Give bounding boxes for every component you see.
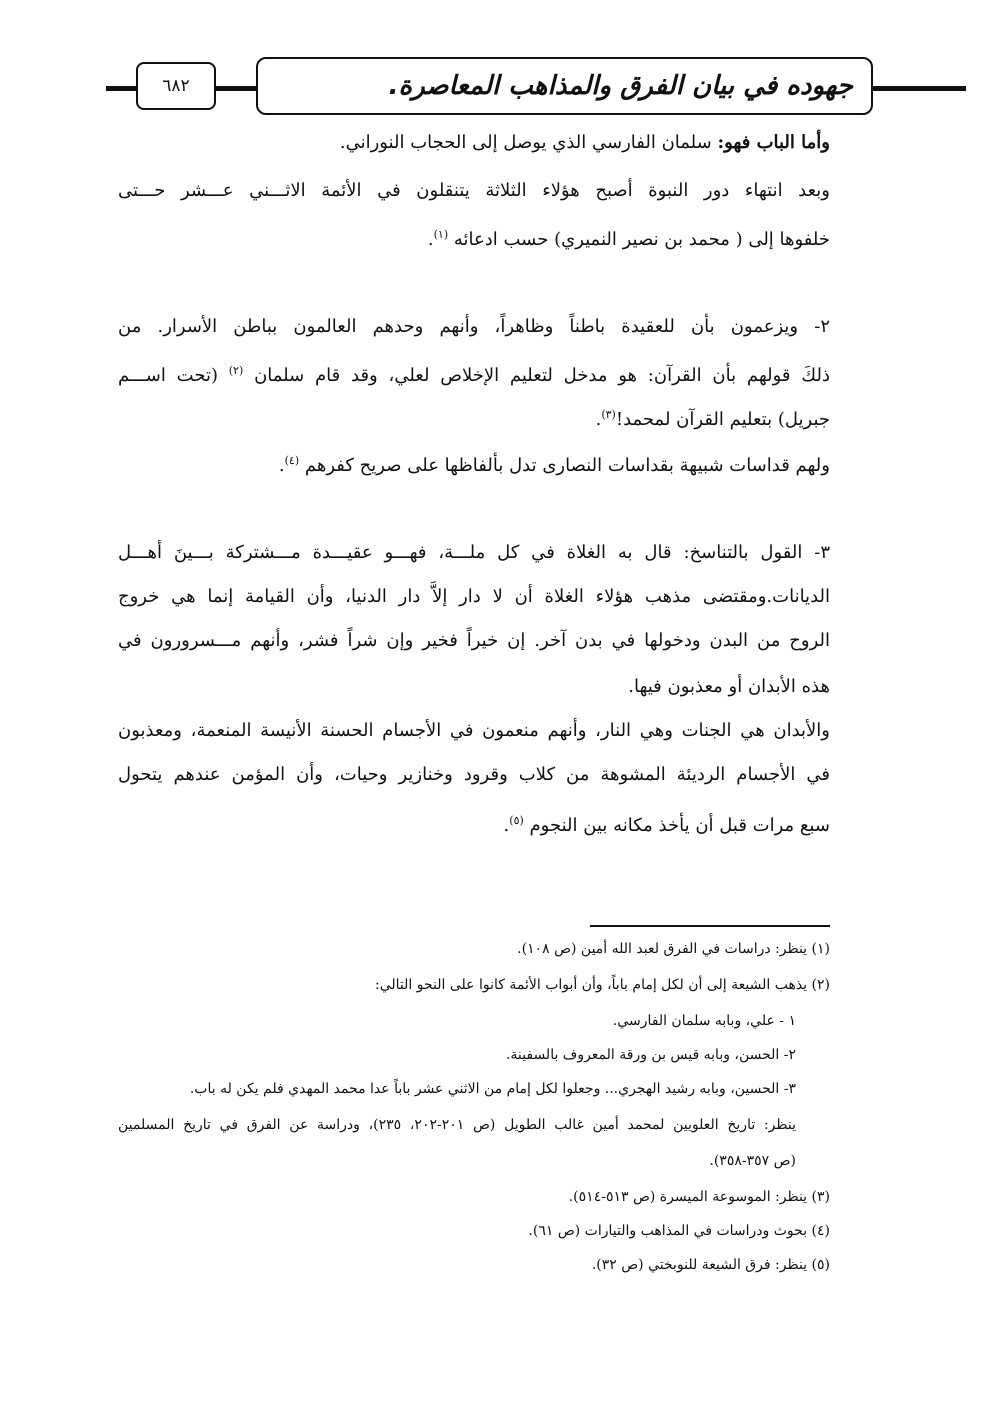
header-rule-middle — [216, 86, 256, 91]
paragraph-line: جبريل) بتعليم القرآن لمحمد!$^{(٣)}$. — [595, 408, 830, 430]
footnote-2-item-1: ١ - علي، وبابه سلمان الفارسي. — [612, 1013, 796, 1029]
footnote-ref[interactable]: (٤) — [284, 454, 300, 467]
paragraph-line: ٢- ويزعمون بأن للعقيدة باطناً وظاهراً، وأنهم وحدهم العالمون بباطن الأسرار. من — [118, 316, 830, 337]
paragraph-line: خلفوها إلى ( محمد بن نصير النميري) حسب ادعائه $^{(١)}$. — [427, 228, 830, 250]
footnote-3: (٣) ينظر: الموسوعة الميسرة (ص ٥١٣-٥١٤). — [568, 1189, 830, 1205]
line-text: جبريل) بتعليم القرآن لمحمد! — [615, 409, 830, 430]
line-text: ولهم قداسات شبيهة بقداسات النصارى تدل بألفاظها على صريح كفرهم — [304, 455, 830, 476]
paragraph-line: الديانات.ومقتضى مذهب هؤلاء الغلاة أن لا دار إلاَّ دار الدنيا، وأن القيامة إنما هي خروج — [118, 586, 830, 607]
line-text: ذلكَ قولهم بأن القرآن: هو مدخل لتعليم الإخلاص لعلي، وقد قام سلمان — [254, 365, 830, 386]
footnote-5: (٥) ينظر: فرق الشيعة للنوبختي (ص ٣٢). — [591, 1257, 830, 1273]
footnote-4: (٤) بحوث ودراسات في المذاهب والتيارات (ص ٦١). — [528, 1223, 830, 1239]
header-rule-left — [106, 86, 136, 91]
paragraph-line: الروح من البدن ودخولها في بدن آخر. إن خيراً فخير وإن شراً فشر، وأنهم مـــسرورون في — [118, 630, 830, 651]
line-text: (تحت اســـم — [118, 365, 218, 386]
paragraph-line: والأبدان هي الجنات وهي النار، وأنهم منعمون في الأجسام الحسنة الأنيسة المنعمة، ومعذبون — [118, 720, 830, 741]
paragraph-line: وبعد انتهاء دور النبوة أصبح هؤلاء الثلاثة يتنقلون في الأئمة الاثـــني عـــشر حـــتى — [118, 180, 830, 201]
footnote-ref[interactable]: (٥) — [509, 814, 524, 827]
paragraph-line: هذه الأبدان أو معذبون فيها. — [628, 676, 830, 697]
footnote-ref[interactable]: (٢) — [228, 364, 244, 377]
footnote-2-reference-cont: (ص ٣٥٧-٣٥٨). — [709, 1153, 796, 1169]
footnote-separator — [590, 925, 830, 927]
line-text: سبع مرات قبل أن يأخذ مكانه بين النجوم — [529, 815, 830, 836]
paragraph-line: في الأجسام الرديئة المشوهة من كلاب وقرود وخنازير وحيات، وأن المؤمن عندهم يتحول — [118, 764, 830, 785]
running-title: جهوده في بيان الفرق والمذاهب المعاصرة. — [256, 57, 873, 115]
footnote-2-reference: ينظر: تاريخ العلويين لمحمد أمين غالب الطويل (ص ٢٠١-٢٠٢، ٢٣٥)، ودراسة عن الفرق في تاريخ المسلمين — [118, 1117, 797, 1133]
bold-lead: وأما الباب فهو: — [717, 132, 830, 153]
line-text: سلمان الفارسي الذي يوصل إلى الحجاب النوراني. — [339, 132, 718, 153]
footnote-1: (١) ينظر: دراسات في الفرق لعبد الله أمين (ص ١٠٨). — [517, 941, 830, 957]
header-rule-right — [872, 86, 966, 91]
paragraph-line: ٣- القول بالتناسخ: قال به الغلاة في كل ملـــة، فهـــو عقيـــدة مـــشتركة بـــينَ أهـــل — [118, 542, 830, 563]
line-text: خلفوها إلى ( محمد بن نصير النميري) حسب ادعائه — [453, 229, 830, 250]
paragraph-line — [340, 128, 830, 158]
footnote-2: (٢) يذهب الشيعة إلى أن لكل إمام باباً، وأن أبواب الأئمة كانوا على النحو التالي: — [375, 977, 830, 993]
paragraph-line — [118, 356, 830, 391]
footnote-ref[interactable]: (١) — [433, 228, 449, 241]
page-number: ٦٨٢ — [136, 62, 216, 110]
footnote-2-item-3: ٣- الحسين، وبابه رشيد الهجري... وجعلوا لكل إمام من الاثني عشر باباً عدا محمد المهدي فلم يكن له باب. — [189, 1081, 796, 1097]
paragraph-line: سبع مرات قبل أن يأخذ مكانه بين النجوم $^{(٥)}$. — [503, 814, 830, 836]
footnote-ref[interactable]: (٣) — [601, 408, 616, 421]
paragraph-line: ولهم قداسات شبيهة بقداسات النصارى تدل بألفاظها على صريح كفرهم $^{(٤)}$. — [278, 454, 830, 476]
footnote-2-item-2: ٢- الحسن، وبابه قيس بن ورقة المعروف بالسفينة. — [505, 1047, 796, 1063]
